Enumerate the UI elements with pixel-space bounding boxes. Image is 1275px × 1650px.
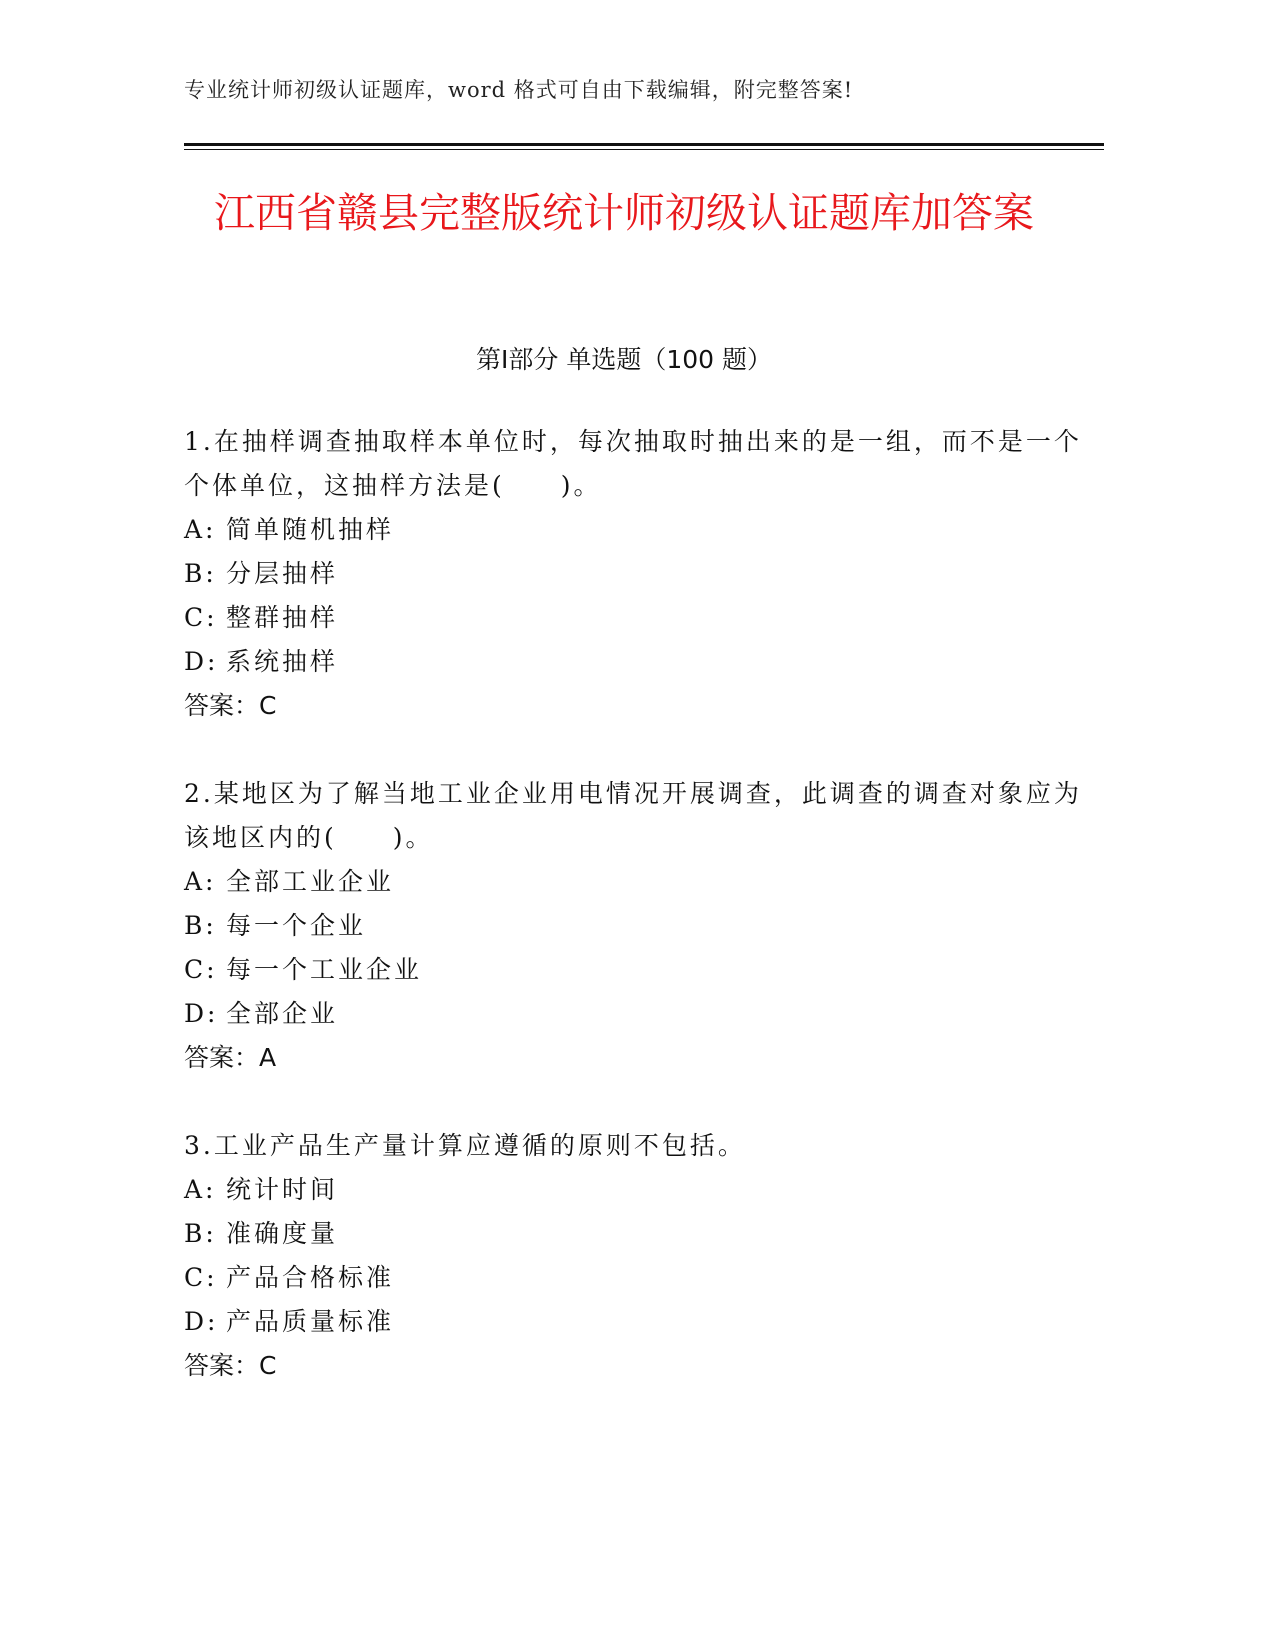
- option-text: 每一个工业企业: [226, 955, 423, 984]
- option-letter: A:: [184, 1175, 217, 1204]
- option-c: [184, 1256, 1084, 1300]
- option-d: [184, 640, 1084, 684]
- option-letter: B:: [184, 911, 217, 940]
- header-note: 专业统计师初级认证题库，word 格式可自由下载编辑，附完整答案!: [184, 78, 854, 102]
- option-letter: D:: [184, 999, 219, 1028]
- question-2: [184, 772, 1084, 1080]
- option-text: 全部企业: [226, 999, 339, 1028]
- option-b: [184, 552, 1084, 596]
- option-text: 简单随机抽样: [226, 515, 395, 544]
- question-stem: 3.工业产品生产量计算应遵循的原则不包括。: [184, 1131, 746, 1160]
- option-d: [184, 992, 1084, 1036]
- option-letter: A:: [184, 867, 217, 896]
- option-c: [184, 596, 1084, 640]
- question-stem: 2.某地区为了解当地工业企业用电情况开展调查，此调查的调查对象应为该地区内的( )。: [184, 779, 1082, 852]
- option-letter: D:: [184, 1307, 219, 1336]
- option-letter: B:: [184, 559, 217, 588]
- question-3: [184, 1124, 1084, 1388]
- section-heading: 第Ⅰ部分 单选题（100 题）: [476, 345, 772, 374]
- header-rule-thin: [184, 149, 1104, 150]
- question-stem: 1.在抽样调查抽取样本单位时，每次抽取时抽出来的是一组，而不是一个个体单位，这抽样方法是( )。: [184, 427, 1082, 500]
- option-letter: C:: [184, 955, 218, 984]
- option-a: [184, 508, 1084, 552]
- option-letter: A:: [184, 515, 217, 544]
- option-letter: C:: [184, 603, 218, 632]
- option-letter: D:: [184, 647, 219, 676]
- option-text: 统计时间: [226, 1175, 339, 1204]
- question-list: [184, 420, 1084, 1432]
- option-letter: C:: [184, 1263, 218, 1292]
- option-text: 准确度量: [226, 1219, 339, 1248]
- option-text: 分层抽样: [226, 559, 339, 588]
- option-letter: B:: [184, 1219, 217, 1248]
- option-text: 全部工业企业: [226, 867, 395, 896]
- option-text: 产品质量标准: [226, 1307, 395, 1336]
- option-text: 整群抽样: [226, 603, 339, 632]
- option-text: 产品合格标准: [226, 1263, 395, 1292]
- option-b: [184, 1212, 1084, 1256]
- option-text: 系统抽样: [226, 647, 339, 676]
- option-d: [184, 1300, 1084, 1344]
- header-rule-thick: [184, 143, 1104, 146]
- option-a: [184, 860, 1084, 904]
- option-b: [184, 904, 1084, 948]
- answer-line: 答案：A: [184, 1043, 277, 1072]
- option-a: [184, 1168, 1084, 1212]
- question-1: [184, 420, 1084, 728]
- answer-line: 答案：C: [184, 691, 277, 720]
- option-text: 每一个企业: [226, 911, 367, 940]
- option-c: [184, 948, 1084, 992]
- document-title: 江西省赣县完整版统计师初级认证题库加答案: [214, 189, 1034, 237]
- answer-line: 答案：C: [184, 1351, 277, 1380]
